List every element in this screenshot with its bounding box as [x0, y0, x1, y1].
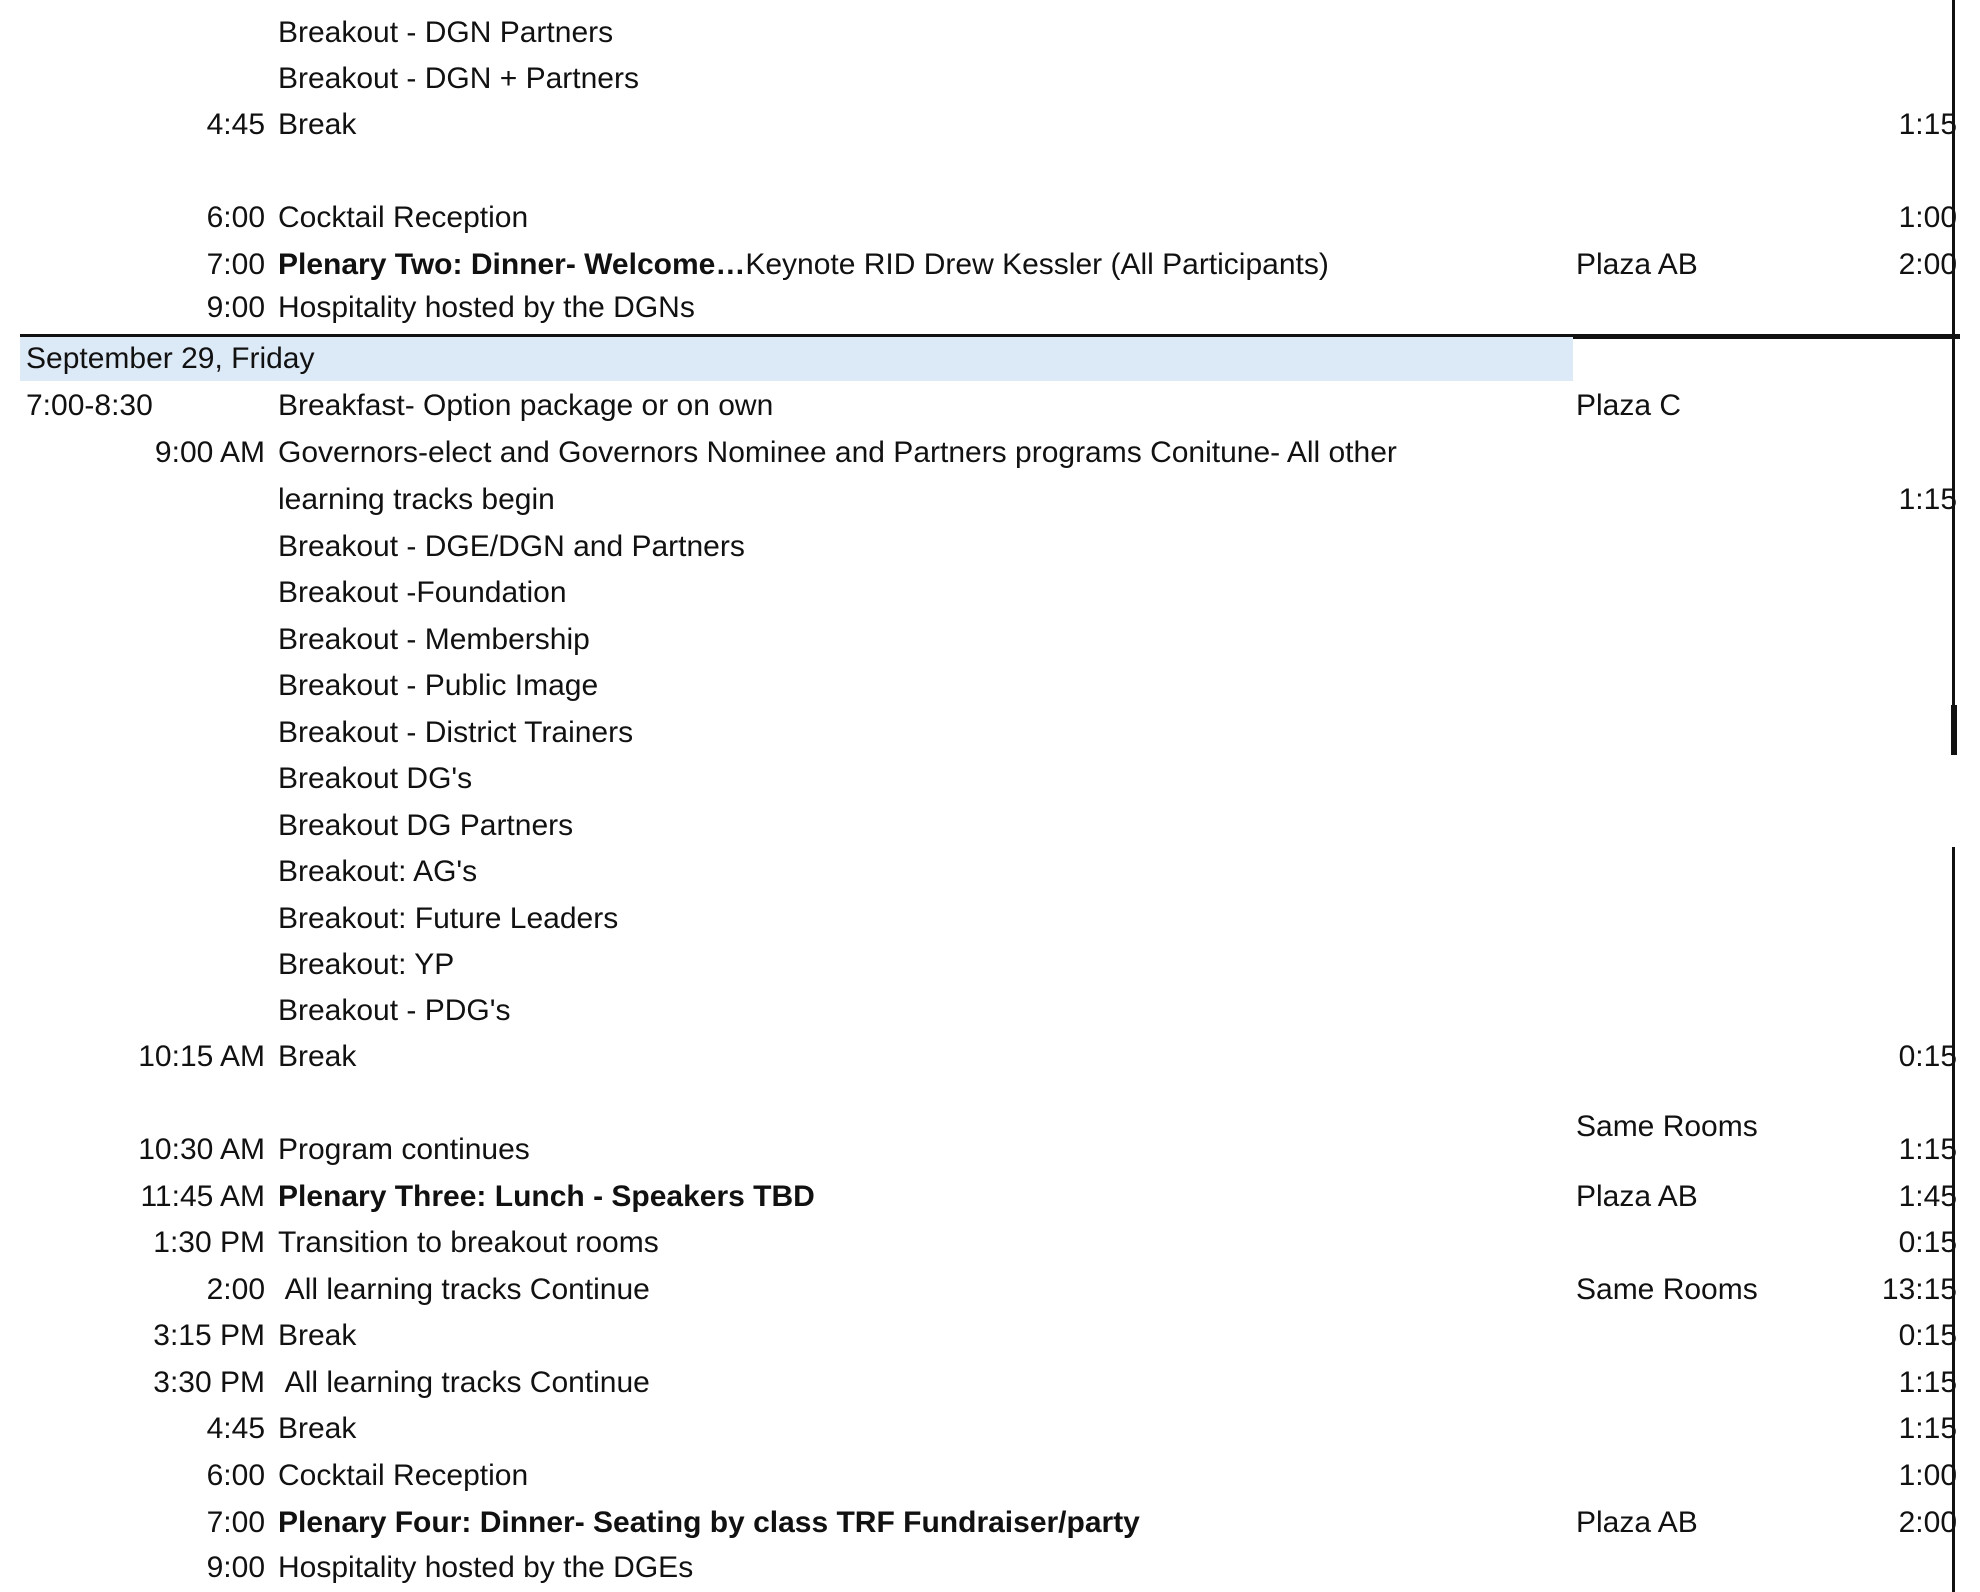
- table-row: [0, 618, 1980, 662]
- row-description: Breakout - Public Image: [278, 669, 599, 702]
- row-duration: 0:15: [1898, 1319, 1957, 1352]
- row-time: 7:00: [206, 1506, 265, 1539]
- row-description: Breakout: Future Leaders: [278, 902, 619, 935]
- row-description: Breakout - District Trainers: [278, 716, 634, 749]
- row-description-bold: Plenary Two: Dinner- Welcome…: [278, 248, 746, 281]
- row-time: 6:00: [206, 1459, 265, 1492]
- row-location: Same Rooms: [1576, 1110, 1758, 1143]
- row-duration: 1:00: [1898, 201, 1957, 234]
- table-row: [0, 897, 1980, 941]
- row-description: All learning tracks Continue: [278, 1366, 650, 1399]
- row-time: 3:30 PM: [153, 1366, 265, 1399]
- row-time: 9:00: [206, 1551, 265, 1584]
- table-row: [0, 757, 1980, 801]
- row-description: Break: [278, 1319, 357, 1352]
- row-location: Same Rooms: [1576, 1273, 1758, 1306]
- row-time: 9:00: [206, 291, 265, 324]
- row-duration: 1:15: [1898, 1366, 1957, 1399]
- table-row: [0, 664, 1980, 708]
- table-row: [0, 1407, 1980, 1451]
- table-row: [0, 478, 1980, 522]
- row-description: learning tracks begin: [278, 483, 555, 516]
- row-time: 4:45: [206, 1412, 265, 1445]
- row-description: [278, 243, 1329, 287]
- row-time: 9:00 AM: [154, 436, 265, 469]
- row-description: Cocktail Reception: [278, 1459, 529, 1492]
- row-time: 3:15 PM: [153, 1319, 265, 1352]
- row-description: Breakout -Foundation: [278, 576, 567, 609]
- row-duration: 1:15: [1898, 1133, 1957, 1166]
- table-row: [0, 850, 1980, 894]
- table-row: [0, 1314, 1980, 1358]
- row-duration: 1:45: [1898, 1180, 1957, 1213]
- row-description: Program continues: [278, 1133, 530, 1166]
- row-description-rest: Keynote RID Drew Kessler (All Participants): [745, 248, 1329, 281]
- row-description: Breakout - DGE/DGN and Partners: [278, 530, 745, 563]
- row-time: 7:00-8:30: [26, 389, 153, 422]
- row-location: Plaza AB: [1576, 248, 1698, 281]
- row-time: 7:00: [206, 248, 265, 281]
- table-row: [0, 286, 1980, 330]
- table-row: [0, 943, 1980, 987]
- row-time: 4:45: [206, 108, 265, 141]
- row-description: Breakout: YP: [278, 948, 455, 981]
- day-header-label: September 29, Friday: [26, 342, 315, 375]
- table-row: [0, 1454, 1980, 1498]
- table-row: [0, 571, 1980, 615]
- table-row: [0, 11, 1980, 55]
- row-description: Break: [278, 1040, 357, 1073]
- table-row: [0, 1546, 1980, 1590]
- row-description: Cocktail Reception: [278, 201, 529, 234]
- table-row: [0, 384, 1980, 428]
- row-description: Governors-elect and Governors Nominee and Partners programs Conitune- All other: [278, 436, 1397, 469]
- row-description: Breakout - DGN Partners: [278, 16, 614, 49]
- table-row: [0, 1221, 1980, 1265]
- row-duration: 0:15: [1898, 1226, 1957, 1259]
- row-duration: 2:00: [1898, 1506, 1957, 1539]
- row-duration: 0:15: [1898, 1040, 1957, 1073]
- row-description: Breakout DG's: [278, 762, 473, 795]
- table-row: [0, 243, 1980, 287]
- row-description: Breakout DG Partners: [278, 809, 574, 842]
- table-row: [0, 103, 1980, 147]
- row-description: Transition to breakout rooms: [278, 1226, 659, 1259]
- table-row: [0, 711, 1980, 755]
- table-row: [0, 196, 1980, 240]
- row-description: Plenary Three: Lunch - Speakers TBD: [278, 1180, 815, 1213]
- table-row: [0, 1361, 1980, 1405]
- row-time: 10:15 AM: [138, 1040, 265, 1073]
- row-time: 1:30 PM: [153, 1226, 265, 1259]
- row-description: Breakout - PDG's: [278, 994, 511, 1027]
- row-description: Hospitality hosted by the DGNs: [278, 291, 695, 324]
- row-duration: 1:15: [1898, 1412, 1957, 1445]
- row-description: All learning tracks Continue: [278, 1273, 650, 1306]
- row-description: Breakout: AG's: [278, 855, 478, 888]
- row-duration: 13:15: [1881, 1273, 1957, 1306]
- row-description: Breakout - DGN + Partners: [278, 62, 639, 95]
- row-description: Break: [278, 1412, 357, 1445]
- row-description: Break: [278, 108, 357, 141]
- table-row: [0, 1175, 1980, 1219]
- table-row: [0, 1035, 1980, 1079]
- table-row: [0, 1501, 1980, 1545]
- table-row: [0, 1268, 1980, 1312]
- row-time: 11:45 AM: [140, 1180, 265, 1213]
- day-header: [20, 337, 1573, 381]
- row-duration: 2:00: [1898, 248, 1957, 281]
- row-location: Plaza AB: [1576, 1180, 1698, 1213]
- row-duration: 1:15: [1898, 108, 1957, 141]
- row-description: Breakfast- Option package or on own: [278, 389, 774, 422]
- row-time: 10:30 AM: [138, 1133, 265, 1166]
- table-row: [0, 989, 1980, 1033]
- row-time: 6:00: [206, 201, 265, 234]
- row-description: Breakout - Membership: [278, 623, 590, 656]
- row-description: Hospitality hosted by the DGEs: [278, 1551, 694, 1584]
- row-duration: 1:00: [1898, 1459, 1957, 1492]
- row-duration: 1:15: [1898, 483, 1957, 516]
- table-row: [0, 431, 1980, 475]
- row-description: Plenary Four: Dinner- Seating by class TRF Fundraiser/party: [278, 1506, 1140, 1539]
- table-row: [0, 57, 1980, 101]
- row-time: 2:00: [206, 1273, 265, 1306]
- table-row: [0, 1128, 1980, 1172]
- row-location: Plaza AB: [1576, 1506, 1698, 1539]
- row-location: Plaza C: [1576, 389, 1682, 422]
- table-row: [0, 525, 1980, 569]
- table-row: [0, 804, 1980, 848]
